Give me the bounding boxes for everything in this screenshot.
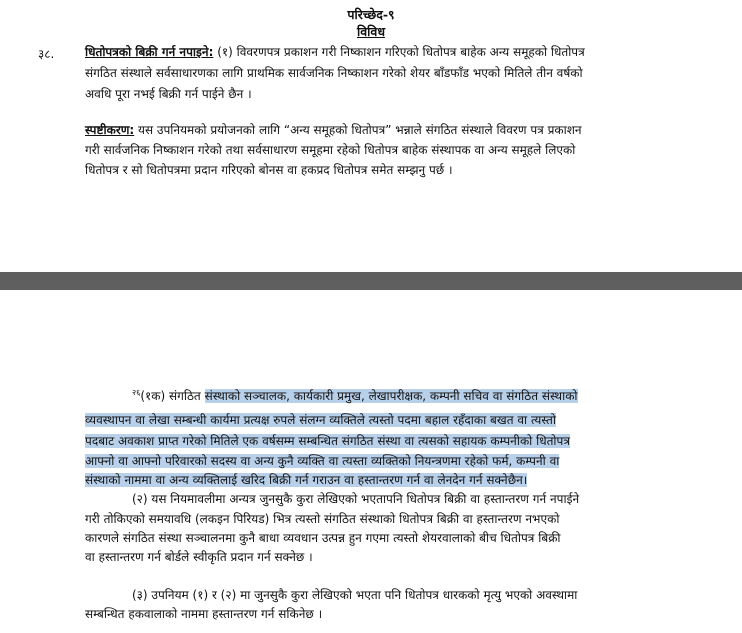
rule-38-line xyxy=(85,44,711,60)
chapter-title: परिच्छेद-९ xyxy=(347,7,395,22)
rule-38-line: अवधि पूरा नभई बिक्री गर्न पाईने छैन । xyxy=(85,87,252,101)
selected-text[interactable]: संस्थाको सञ्चालक, कार्यकारी प्रमुख, लेखापरीक्षक, कम्पनी सचिव वा संगठित संस्थाको xyxy=(204,389,578,403)
explanation-heading: स्पष्टीकरण: xyxy=(85,123,135,137)
subrule-2-line: गरी तोकिएको समयावधि (लकइन पिरियड) भित्र त्यस्तो संगठित संस्थाको धितोपत्र बिक्री वा हस्तान्तरण नभएको xyxy=(85,512,560,526)
subrule-1ka-line xyxy=(132,388,711,404)
explanation-line xyxy=(85,122,711,138)
subrule-2-line: (२) यस नियमावलीमा अन्यत्र जुनसुकै कुरा लेखिएको भएतापनि धितोपत्र बिक्री वा हस्तान्तरण गर्न नपाईने xyxy=(132,492,580,506)
rule-38-text: (१) विवरणपत्र प्रकाशन गरी निष्काशन गरिएको धितोपत्र बाहेक अन्य समूहको धितोपत्र xyxy=(213,45,585,59)
subrule-3-line: (३) उपनियम (१) र (२) मा जुनसुकै कुरा लेखिएको भएता पनि धितोपत्र धारकको मृत्यु भएको अवस्थामा xyxy=(132,588,578,602)
subrule-3-line: सम्बन्धित हकवालाको नाममा हस्तान्तरण गर्न सकिनेछ । xyxy=(85,607,323,621)
selected-text[interactable]: आफ्नो वा आफ्नो परिवारको सदस्य वा अन्य कुनै व्यक्ति वा त्यस्ता व्यक्तिको नियन्त्रणमा रहेको फर्म, कम्पनी वा xyxy=(85,454,560,468)
explanation-text: यस उपनियमको प्रयोजनको लागि “अन्य समूहको धितोपत्र” भन्नाले संगठित संस्थाले विवरण पत्र प्रकाशन xyxy=(134,123,582,137)
footnote-marker: २६ xyxy=(132,388,141,397)
subrule-1ka-line xyxy=(85,412,711,428)
chapter-subtitle: विविध xyxy=(356,24,386,39)
subrule-1ka-line xyxy=(85,433,711,449)
page-separator xyxy=(0,272,742,290)
subrule-1ka-line xyxy=(85,472,711,488)
selected-text[interactable]: संस्थाको नाममा वा अन्य व्यक्तिलाई खरिद बिक्री गर्न गराउन वा हस्तान्तरण गर्न वा लेनदेन गर्न सक्नेछैन। xyxy=(85,473,528,487)
subrule-2-line: वा हस्तान्तरण गर्न बोर्डले स्वीकृति प्रदान गर्न सक्नेछ । xyxy=(85,550,313,564)
explanation-line: गरी सार्वजनिक निष्काशन गरेको तथा सर्वसाधारण समूहमा रहेको धितोपत्र बाहेक संस्थापक वा अन्य समूहले लिएको xyxy=(85,143,576,157)
selected-text[interactable]: पदबाट अवकाश प्राप्त गरेको मितिले एक वर्षसम्म सम्बन्धित संगठित संस्था वा त्यसको सहायक कम्पनीको धितोपत्र xyxy=(85,434,570,448)
selected-text[interactable]: व्यवस्थापन वा लेखा सम्बन्धी कार्यमा प्रत्यक्ष रुपले संलग्न व्यक्तिले त्यस्तो पदमा बहाल रहँदाका बखत वा त्यस्तो xyxy=(85,413,557,427)
rule-number: ३८. xyxy=(38,47,55,61)
rule-38-heading: धितोपत्रको बिक्री गर्न नपाइने: xyxy=(85,45,214,59)
subrule-1ka-label: (१क) संगठित xyxy=(140,389,205,403)
subrule-1ka-line xyxy=(85,453,711,469)
rule-38-line: संगठित संस्थाले सर्वसाधारणका लागि प्राथमिक सार्वजनिक निष्काशन गरेको शेयर बाँडफाँड भएको मितिले तीन वर्षको xyxy=(85,66,583,80)
subrule-2-line: कारणले संगठित संस्था सञ्चालनमा कुनै बाधा व्यवधान उत्पन्न हुन गएमा त्यस्तो शेयरवालाको बीच धितोपत्र बिक्री xyxy=(85,531,561,545)
explanation-line: धितोपत्र र सो धितोपत्रमा प्रदान गरिएको बोनस वा हकप्रद धितोपत्र समेत सम्झनु पर्छ । xyxy=(85,163,453,177)
